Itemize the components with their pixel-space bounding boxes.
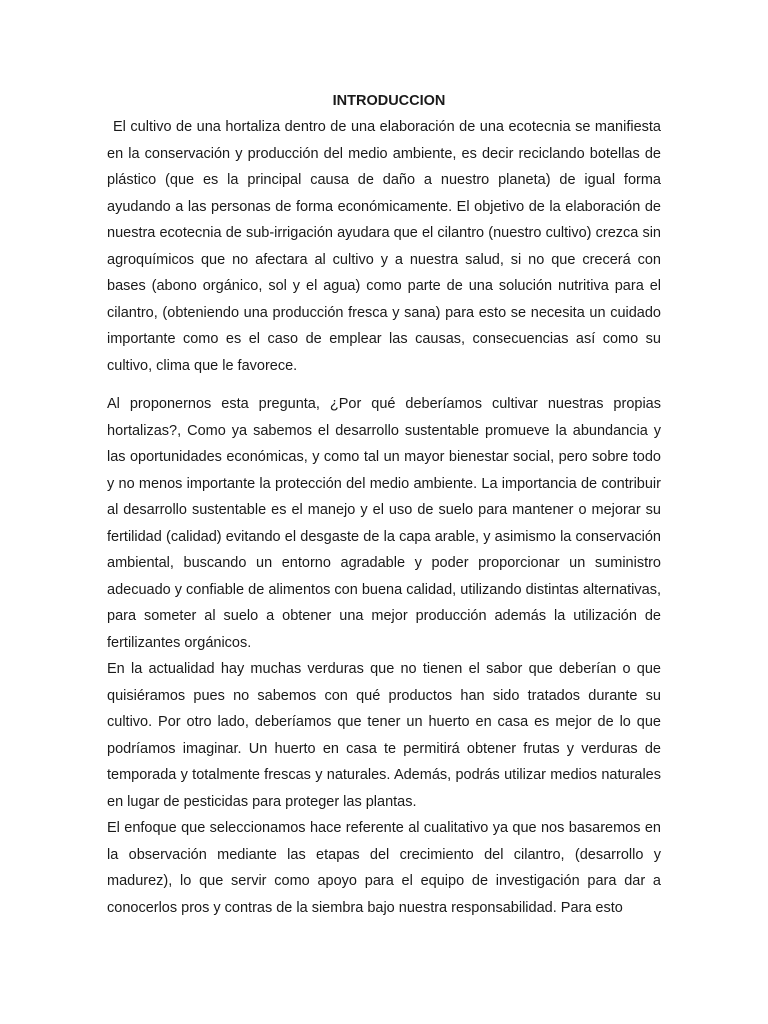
paragraph-question: Al proponernos esta pregunta, ¿Por qué deberíamos cultivar nuestras propias hortalizas?, Como ya sabemos el desarrollo sustentable promueve la abundancia y las oportunidades económicas, y como tal un mayor bienestar social, pero sobre todo y no menos importante la protección del medio ambiente. La importancia de contribuir al desarrollo sustentable es el manejo y el uso de suelo para mantener o mejorar su fertilidad (calidad) evitando el desgaste de la capa arable, y asimismo la conservación ambiental, buscando un entorno agradable y poder proporcionar un suministro adecuado y confiable de alimentos con buena calidad, utilizando distintas alternativas, para someter al suelo a obtener una mejor producción además la utilización de fertilizantes orgánicos. (107, 396, 661, 651)
paragraph-intro: El cultivo de una hortaliza dentro de una elaboración de una ecotecnia se manifiesta en la conservación y producción del medio ambiente, es decir reciclando botellas de plástico (que es la principal causa de daño a nuestro planeta) de igual forma ayudando a las personas de forma económicamente. El objetivo de la elaboración de nuestra ecotecnia de sub-irrigación ayudara que el cilantro (nuestro cultivo) crezca sin agroquímicos que no afectara al cultivo y a nuestra salud, si no que crecerá con bases (abono orgánico, sol y el agua) como parte de una solución nutritiva para el cilantro, (obteniendo una producción fresca y sana) para esto se necesita un cuidado importante como es el caso de emplear las causas, consecuencias así como su cultivo, clima que le favorece. (107, 119, 661, 374)
paragraph-actualidad: En la actualidad hay muchas verduras que no tienen el sabor que deberían o que quisiéramos pues no sabemos con qué productos han sido tratados durante su cultivo. Por otro lado, deberíamos que tener un huerto en casa es mejor de lo que podríamos imaginar. Un huerto en casa te permitirá obtener frutas y verduras de temporada y totalmente frescas y naturales. Además, podrás utilizar medios naturales en lugar de pesticidas para proteger las plantas. (107, 661, 661, 810)
paragraph-enfoque: El enfoque que seleccionamos hace referente al cualitativo ya que nos basaremos en la observación mediante las etapas del crecimiento del cilantro, (desarrollo y madurez), lo que servir como apoyo para el equipo de investigación para dar a conocerlos pros y contras de la siembra bajo nuestra responsabilidad. Para esto (107, 820, 661, 916)
document-title: INTRODUCCION (332, 93, 446, 109)
document-page (107, 88, 661, 921)
